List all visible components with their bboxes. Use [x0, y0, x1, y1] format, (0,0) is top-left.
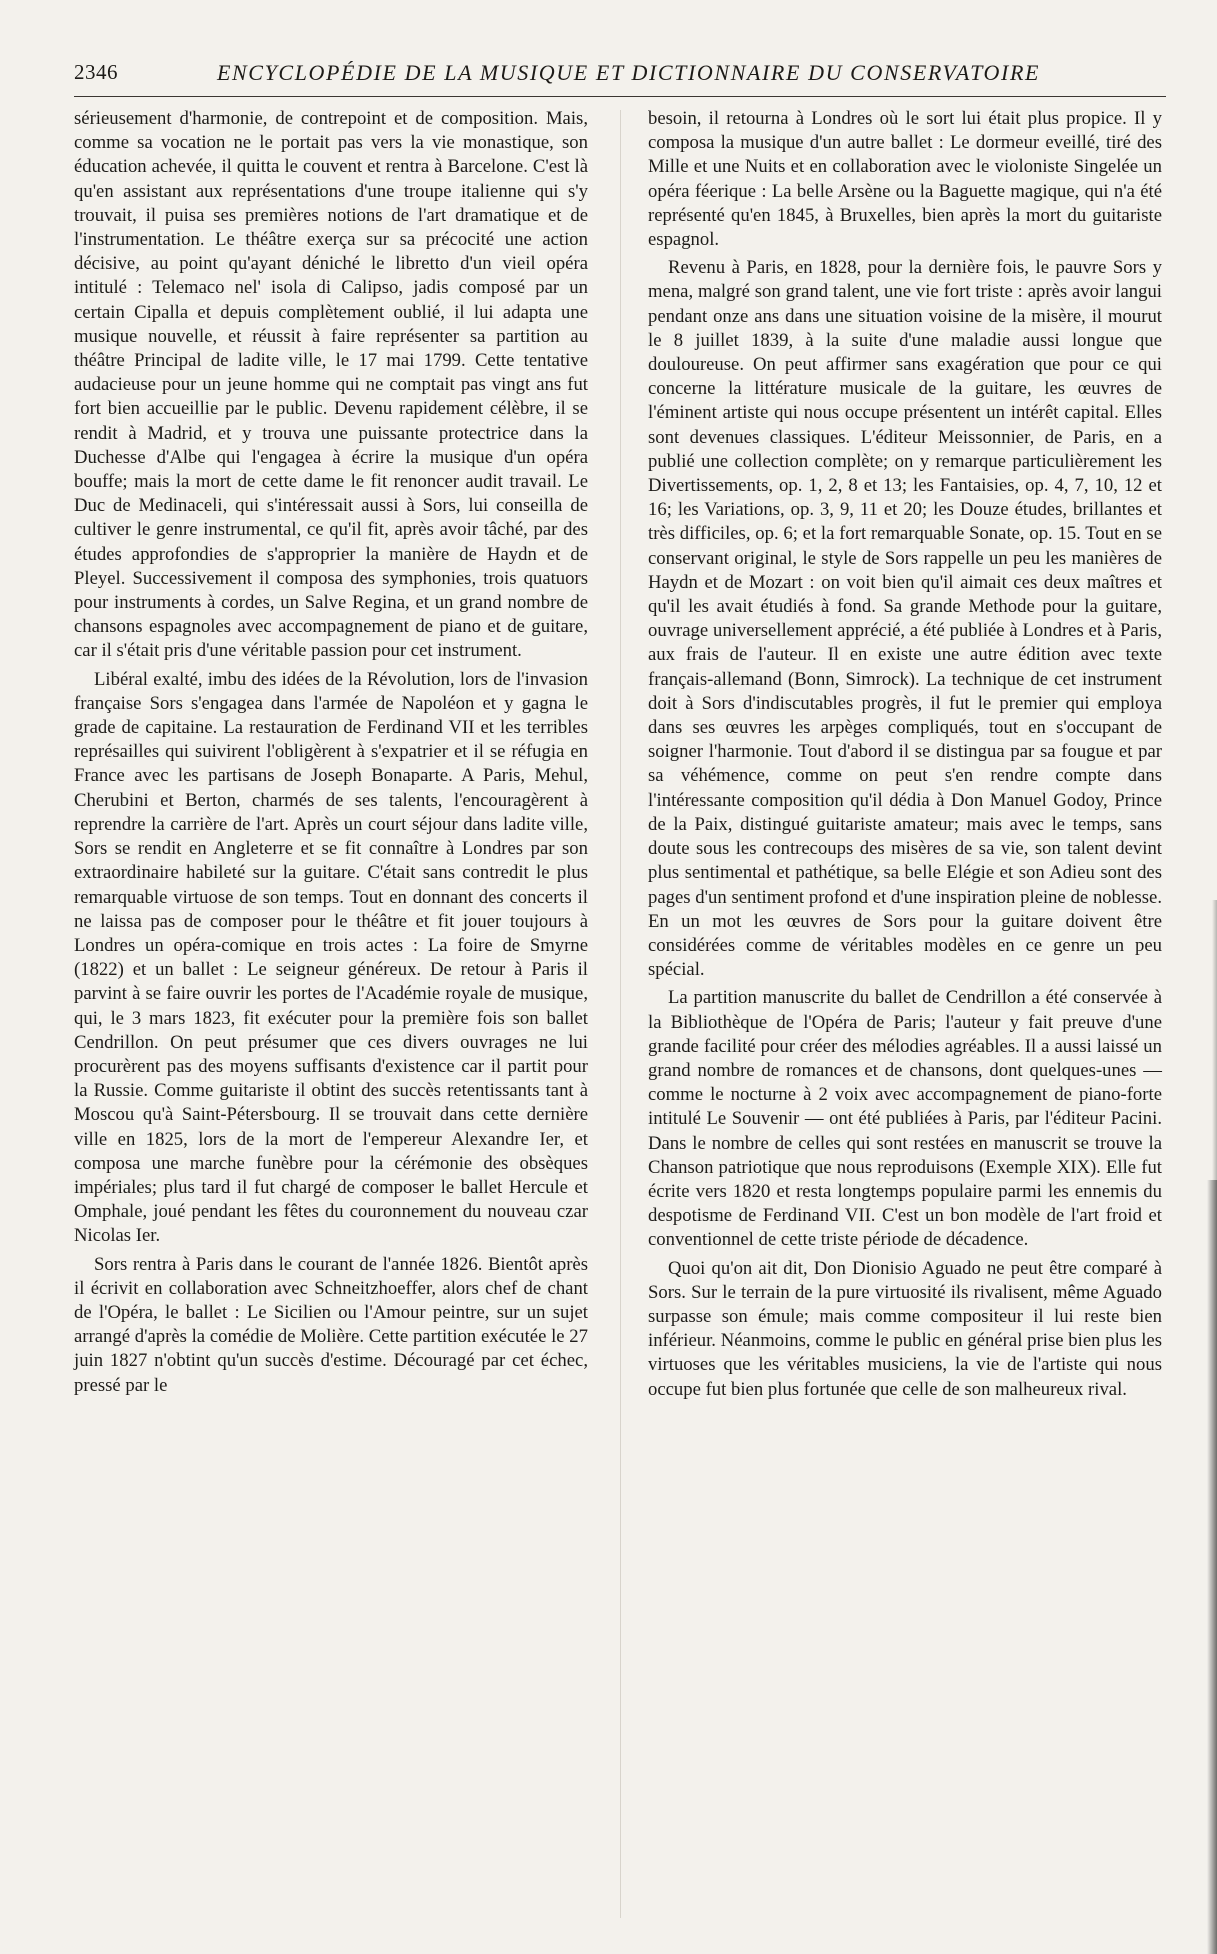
left-column — [74, 107, 588, 1402]
page-number: 2346 — [74, 60, 118, 84]
page-edge-shadow — [1207, 1180, 1217, 1954]
paragraph: Sors rentra à Paris dans le courant de l'année 1826. Bientôt après il écrivit en collaboration avec Schneitzhoeffer, alors chef de chant de l'Opéra, le ballet : Le Sicilien ou l'Amour peintre, sur un sujet arrangé d'après la comédie de Molière. Cette partition exécutée le 27 juin 1827 n'obtint qu'un succès d'estime. Découragé par cet échec, pressé par le — [74, 1253, 588, 1396]
paragraph: La partition manuscrite du ballet de Cendrillon a été conservée à la Bibliothèque de l'Opéra de Paris; l'auteur y fait preuve d'une grande facilité pour créer des mélodies agréables. Il a aussi laissé un grand nombre de romances et de chansons, dont quelques-unes — comme le nocturne à 2 voix avec accompagnement de piano-forte intitulé Le Souvenir — ont été publiées à Paris, par l'éditeur Pacini. Dans le nombre de celles qui sont restées en manuscrit se trouve la Chanson patriotique que nous reproduisons (Exemple XIX). Elle fut écrite vers 1820 et resta longtemps populaire parmi les ennemis du despotisme de Ferdinand VII. C'est un bon modèle de l'art froid et conventionnel de cette triste période de décadence. — [648, 987, 1162, 1251]
page-edge-shadow — [1212, 900, 1217, 1180]
paragraph: Quoi qu'on ait dit, Don Dionisio Aguado ne peut être comparé à Sors. Sur le terrain de la pure virtuosité ils rivalisent, même Aguado surpasse son émule; mais comme compositeur il lui reste bien inférieur. Néanmoins, comme le public en général prise bien plus les virtuoses que les véritables musiciens, la vie de l'artiste qui nous occupe fut bien plus fortunée que celle de son malheureux rival. — [648, 1257, 1162, 1400]
right-column — [648, 107, 1162, 1406]
header-rule — [74, 96, 1166, 97]
paragraph: Revenu à Paris, en 1828, pour la dernière fois, le pauvre Sors y mena, malgré son grand talent, une vie fort triste : après avoir langui pendant onze ans dans une situation voisine de la misère, il mourut le 8 juillet 1839, à la suite d'une maladie aussi longue que douloureuse. On peut affirmer sans exagération que pour ce qui concerne la littérature musicale de la guitare, les œuvres de l'éminent artiste qui nous occupe présentent un intérêt capital. Elles sont devenues classiques. L'éditeur Meissonnier, de Paris, en a publié une collection complète; on y remarque particulièrement les Divertissements, op. 1, 2, 8 et 13; les Fantaisies, op. 4, 7, 10, 12 et 16; les Variations, op. 3, 9, 11 et 20; les Douze études, brillantes et très difficiles, op. 6; et la fort remarquable Sonate, op. 15. Tout en se conservant original, le style de Sors rappelle un peu les manières de Haydn et de Mozart : on voit bien qu'il aimait ces deux maîtres et qu'il les avait étudiés à fond. Sa grande Methode pour la guitare, ouvrage universellement apprécié, a été publiée à Londres et à Paris, aux frais de l'auteur. Il en existe une autre édition avec texte français-allemand (Bonn, Simrock). La technique de cet instrument doit à Sors d'indiscutables progrès, il fut le premier qui employa dans ses œuvres les arpèges compliqués, tout en s'occupant de soigner l'harmonie. Tout d'abord il se distingua par sa fougue et par sa véhémence, comme on peut s'en rendre compte dans l'intéressante composition qu'il dédia à Don Manuel Godoy, Prince de la Paix, distingué guitariste amateur; mais avec le temps, sans doute sous les contrecoups des misères de sa vie, son talent devint plus sentimental et pathétique, sa belle Elégie et son Adieu sont des pages d'un sentiment profond et d'une inspiration pleine de noblesse. En un mot les œuvres de Sors pour la guitare doivent être considérées comme de véritables modèles en ce genre un peu spécial. — [648, 257, 1162, 981]
paragraph: sérieusement d'harmonie, de contrepoint et de composition. Mais, comme sa vocation ne le portait pas vers la vie monastique, son éducation achevée, il quitta le couvent et rentra à Barcelone. C'est là qu'en assistant aux représentations d'une troupe italienne qui s'y trouvait, il puisa ses premières notions de l'art dramatique et de l'instrumentation. Le théâtre exerça sur sa précocité une action décisive, au point qu'ayant déniché le libretto d'un vieil opéra intitulé : Telemaco nel' isola di Calipso, jadis composé par un certain Cipalla et depuis complètement oublié, il lui adapta une musique nouvelle, et réussit à faire représenter sa partition au théâtre Principal de ladite ville, le 17 mai 1799. Cette tentative audacieuse pour un jeune homme qui ne comptait pas vingt ans fut fort bien accueillie par le public. Devenu rapidement célèbre, il se rendit à Madrid, et y trouva une puissante protectrice dans la Duchesse d'Albe qui l'engagea à écrire la musique d'un opéra bouffe; mais la mort de cette dame le fit renoncer audit travail. Le Duc de Medinaceli, qui s'intéressait aussi à Sors, lui conseilla de cultiver le genre instrumental, ce qu'il fit, après avoir tâché, par des études approfondies de s'approprier la manière de Haydn et de Pleyel. Successivement il composa des symphonies, trois quatuors pour instruments à cordes, un Salve Regina, et un grand nombre de chansons espagnoles avec accompagnement de piano et de guitare, car il s'était pris d'une véritable passion pour cet instrument. — [74, 108, 588, 662]
running-title: ENCYCLOPÉDIE DE LA MUSIQUE ET DICTIONNAIRE DU CONSERVATOIRE — [217, 60, 1041, 85]
paragraph: besoin, il retourna à Londres où le sort lui était plus propice. Il y composa la musique d'un autre ballet : Le dormeur eveillé, tiré des Mille et une Nuits et en collaboration avec le violoniste Singelée un opéra féerique : La belle Arsène ou la Baguette magique, qui n'a été représenté qu'en 1845, à Bruxelles, bien après la mort du guitariste espagnol. — [648, 108, 1162, 251]
column-gutter — [620, 110, 621, 1918]
paragraph: Libéral exalté, imbu des idées de la Révolution, lors de l'invasion française Sors s'engagea dans l'armée de Napoléon et y gagna le grade de capitaine. La restauration de Ferdinand VII et les terribles représailles qui suivirent l'obligèrent à s'expatrier et il se réfugia en France avec les partisans de Joseph Bonaparte. A Paris, Mehul, Cherubini et Berton, charmés de ses talents, l'encouragèrent à reprendre la carrière de l'art. Après un court séjour dans ladite ville, Sors se rendit en Angleterre et se fit connaître à Londres par son extraordinaire habileté sur la guitare. C'était sans contredit le plus remarquable virtuose de son temps. Tout en donnant des concerts il ne laissa pas de composer pour le théâtre et fit jouer toujours à Londres un opéra-comique en trois actes : La foire de Smyrne (1822) et un ballet : Le seigneur généreux. De retour à Paris il parvint à se faire ouvrir les portes de l'Académie royale de musique, qui, le 3 mars 1823, fit exécuter pour la première fois son ballet Cendrillon. On peut présumer que ces divers ouvrages ne lui procurèrent pas des moyens suffisants d'existence car il partit pour la Russie. Comme guitariste il obtint des succès retentissants tant à Moscou qu'à Saint-Pétersbourg. Il se trouvait dans cette dernière ville en 1825, lors de la mort de l'empereur Alexandre Ier, et composa une marche funèbre pour la cérémonie des obsèques impériales; plus tard il fut chargé de composer le ballet Hercule et Omphale, joué pendant les fêtes du couronnement du nouveau czar Nicolas Ier. — [74, 668, 588, 1247]
page-header — [74, 56, 1166, 88]
